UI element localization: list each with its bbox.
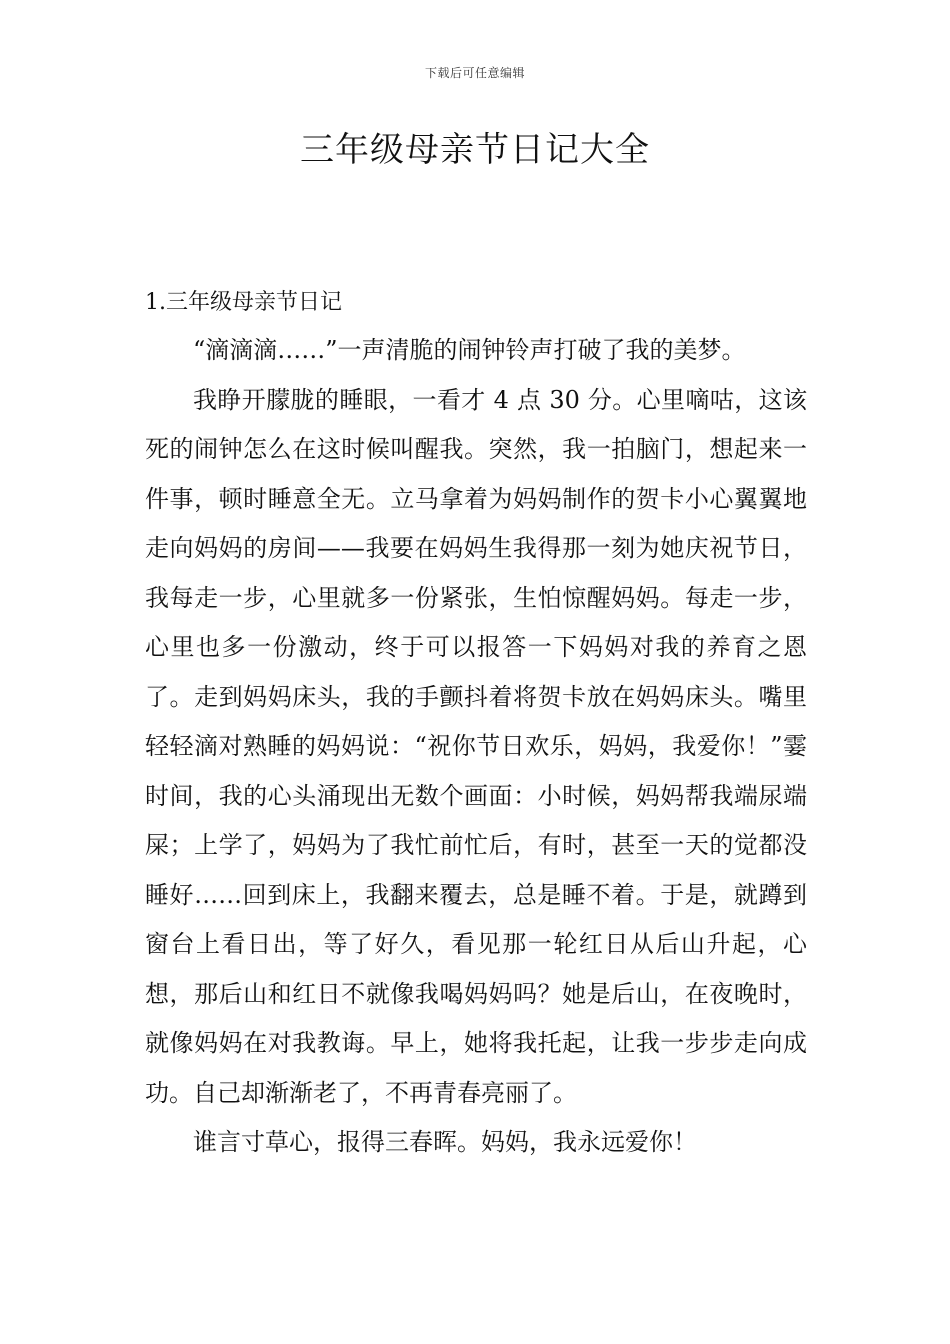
- page-title: 三年级母亲节日记大全: [300, 130, 650, 170]
- paragraph: 我睁开朦胧的睡眼，一看才 4 点 30 分。心里嘀咕，这该死的闹钟怎么在这时候叫醒我。突然，我一拍脑门，想起来一件事，顿时睡意全无。立马拿着为妈妈制作的贺卡小心翼翼地走向妈妈的房间——我要在妈妈生我得那一刻为她庆祝节日，我每走一步，心里就多一份紧张，生怕惊醒妈妈。每走一步，心里也多一份激动，终于可以报答一下妈妈对我的养育之恩了。走到妈妈床头，我的手颤抖着将贺卡放在妈妈床头。嘴里轻轻滴对熟睡的妈妈说：“祝你节日欢乐，妈妈，我爱你！”霎时间，我的心头涌现出无数个画面：小时候，妈妈帮我端尿端屎；上学了，妈妈为了我忙前忙后，有时，甚至一天的觉都没睡好……回到床上，我翻来覆去，总是睡不着。于是，就蹲到窗台上看日出，等了好久，看见那一轮红日从后山升起，心想，那后山和红日不就像我喝妈妈吗？她是后山，在夜晚时，就像妈妈在对我教诲。早上，她将我托起，让我一步步走向成功。自己却渐渐老了，不再青春亮丽了。: [145, 385, 807, 1107]
- paragraph: “滴滴滴……”一声清脆的闹钟铃声打破了我的美梦。: [193, 336, 746, 364]
- section-heading: 1.三年级母亲节日记: [145, 290, 342, 315]
- paragraph: 谁言寸草心，报得三春晖。妈妈，我永远爱你！: [193, 1128, 697, 1156]
- header-note: 下载后可任意编辑: [424, 66, 525, 80]
- document-body: [145, 280, 807, 1168]
